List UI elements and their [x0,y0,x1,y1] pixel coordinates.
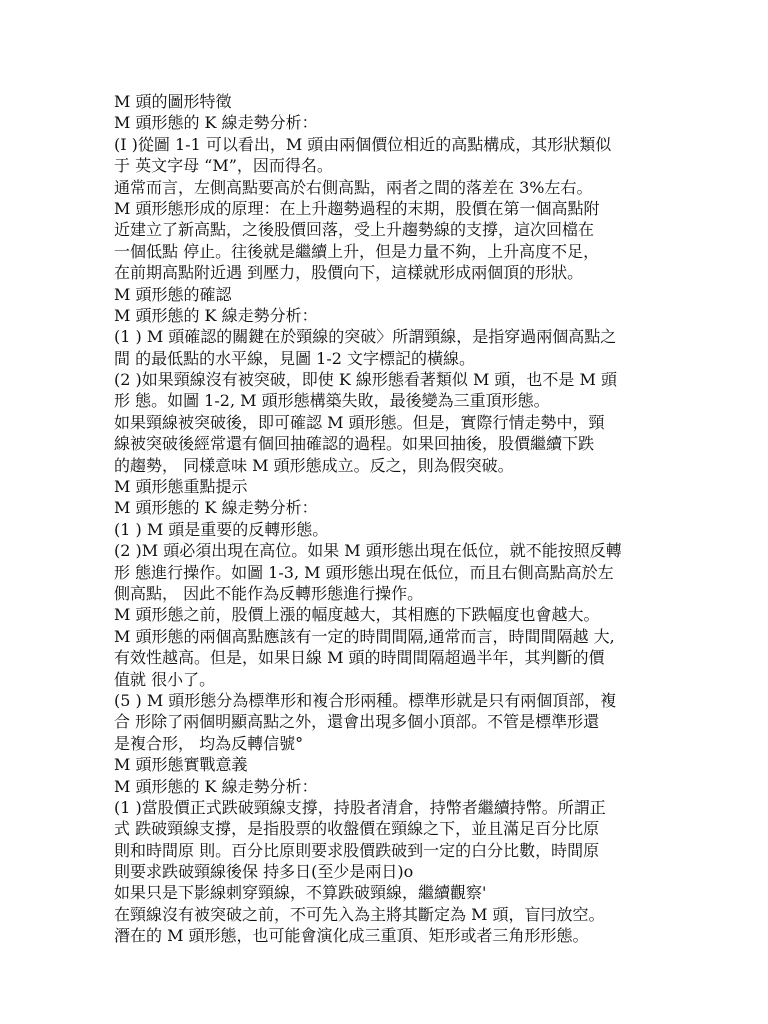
document-body [114,91,674,947]
section-heading: M 頭形態的確認 [114,284,232,304]
text-line: 潛在的 M 頭形態，也可能會演化成三重頂、矩形或者三角形形態。 [114,926,589,946]
text-line: 如果只是下影線刺穿頸線，不算跌破頸線，繼續觀察' [114,883,487,903]
section-heading: M 頭形態重點提示 [114,477,248,497]
text-line: 在頸線沒有被突破之前，不可先入為主將其斷定為 M 頭，盲冃放空。 [114,904,605,924]
text-line: 側高點， 因此不能作為反轉形態進行操作。 [114,583,424,603]
text-line: (2 )M 頭必須出現在高位。如果 M 頭形態出現在低位，就不能按照反轉 [114,541,622,561]
text-line: 通常而言，左側高點要高於右側高點，兩者之間的落差在 3%左右。 [114,177,593,197]
subheading: M 頭形態的 K 線走勢分析： [114,305,318,325]
text-line: 則和時間原 則。百分比原則要求股價跌破到一定的白分比數，時間原 [114,840,600,860]
text-line: (1 ) M 頭是重要的反轉形態。 [114,519,329,539]
text-line: M 頭形態形成的原理：在上升趨勢過程的末期，股價在第一個高點附 [114,198,600,218]
text-line: 在前期高點附近遇 到壓力，股價向下，這樣就形成兩個頂的形狀。 [114,263,584,283]
text-line: 合 形除了兩個明顯高點之外，還會出現多個小頂部。不管是標準形還 [114,712,600,732]
text-line: 則要求跌破頸線後保 持多日(至少是兩日)o [114,862,414,882]
text-line: (5 ) M 頭形態分為標準形和複合形兩種。標準形就是只有兩個頂部，複 [114,690,617,710]
text-line: 一個低點 停止。往後就是繼續上升，但是力量不夠，上升高度不足， [114,241,600,261]
section-heading: M 頭形態實戰意義 [114,755,248,775]
text-line: 是複合形， 均為反轉信號° [114,733,304,753]
section-heading: M 頭的圖形特徵 [114,92,232,111]
text-line: (1 ) M 頭確認的關鍵在於頸線的突破〉所謂頸線，是指穿過兩個高點之 [114,327,617,347]
text-line: 的趨勢， 同樣意味 M 頭形態成立。反之，則為假突破。 [114,455,514,475]
subheading: M 頭形態的 K 線走勢分析： [114,776,318,796]
text-line: 間 的最低點的水平線，見圖 1-2 文字標記的橫線。 [114,348,476,368]
text-line: (1 )當股價正式跌破頸線支撐，持股者清倉，持幣者繼續持幣。所謂正 [114,797,606,817]
text-line: 近建立了新高點，之後股價回落，受上升趨勢線的支撐，這次回檔在 [114,220,595,240]
text-line: 形 態進行操作。如圖 1-3, M 頭形態出現在低位，而且右側高點高於左 [114,562,614,582]
text-line: (I )從圖 1-1 可以看出，M 頭由兩個價位相近的高點構成，其形狀類似 [114,134,612,154]
text-line: 線被突破後經常還有個回抽確認的過程。如果回抽後，股價繼續下跌 [114,434,595,454]
text-line: M 頭形態的兩個高點應該有一定的時間間隔,通常而言，時間間隔越 大, [114,626,615,646]
text-line: 形 態。如圖 1-2, M 頭形態構築失敗，最後變為三重頂形態。 [114,391,550,411]
subheading: M 頭形態的 K 線走勢分析： [114,113,318,133]
text-line: (2 )如果頸線沒有被突破，即使 K 線形態看著類似 M 頭，也不是 M 頭 [114,370,617,390]
text-line: M 頭形態之前，股價上漲的幅度越大，其相應的下跌幅度也會越大。 [114,605,600,625]
text-line: 式 跌破頸線支撐，是指股票的收盤價在頸線之下，並且滿足百分比原 [114,819,600,839]
text-line: 如果頸線被突破後，即可確認 M 頭形態。但是，實際行情走勢中，頸 [114,412,605,432]
text-line: 于 英文字母 “M”，因而得名。 [114,156,333,176]
text-line: 有效性越高。但是，如果日線 M 頭的時間間隔超過半年，其判斷的價 [114,648,605,668]
subheading: M 頭形態的 K 線走勢分析： [114,498,318,518]
text-line: 值就 很小了。 [114,669,216,689]
